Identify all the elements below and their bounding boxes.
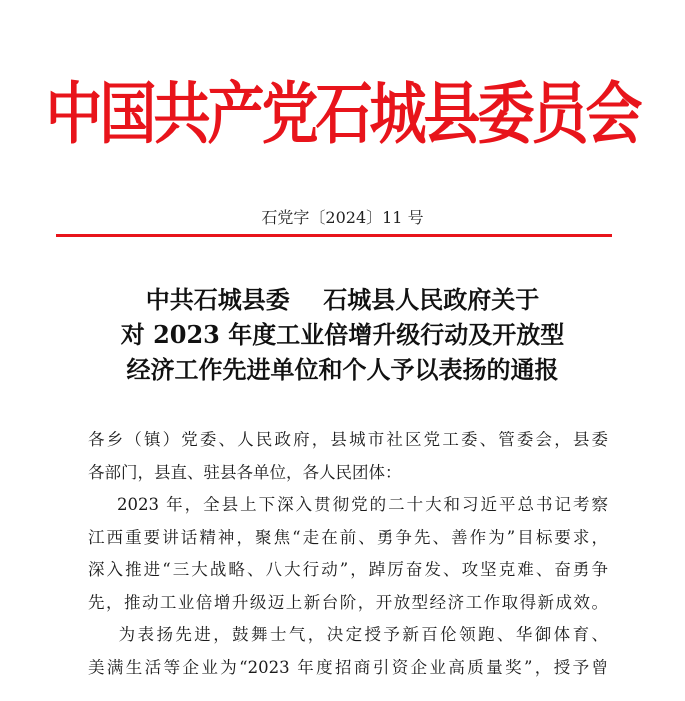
paragraph-line: 为表扬先进，鼓舞士气，决定授予新百伦领跑、华御体育、 (88, 625, 608, 644)
addressee-line: 各乡（镇）党委、人民政府，县城市社区党工委、管委会，县委 (88, 430, 608, 449)
notice-title (0, 282, 685, 387)
document-number: 石党字〔2024〕11 号 (261, 208, 424, 227)
title-line: 中共石城县委 石城县人民政府关于 (145, 285, 540, 314)
title-line: 对 2023 年度工业倍增升级行动及开放型 (120, 320, 565, 349)
paragraph-line: 江西重要讲话精神，聚焦“走在前、勇争先、善作为”目标要求， (88, 527, 608, 547)
red-divider-line (56, 234, 612, 237)
paragraph-line: 2023 年，全县上下深入贯彻党的二十大和习近平总书记考察 (88, 495, 608, 514)
title-line: 经济工作先进单位和个人予以表扬的通报 (126, 355, 559, 384)
addressee-line: 各部门，县直、驻县各单位，各人民团体： (88, 462, 402, 482)
document-masthead: 中国共产党石城县委员会 (45, 74, 640, 154)
paragraph-line: 深入推进“三大战略、八大行动”，踔厉奋发、攻坚克难、奋勇争 (88, 560, 608, 579)
paragraph-line: 先，推动工业倍增升级迈上新台阶，开放型经济工作取得新成效。 (88, 592, 608, 612)
paragraph-line: 美满生活等企业为“2023 年度招商引资企业高质量奖”，授予曾 (88, 657, 608, 677)
notice-body (88, 424, 608, 684)
